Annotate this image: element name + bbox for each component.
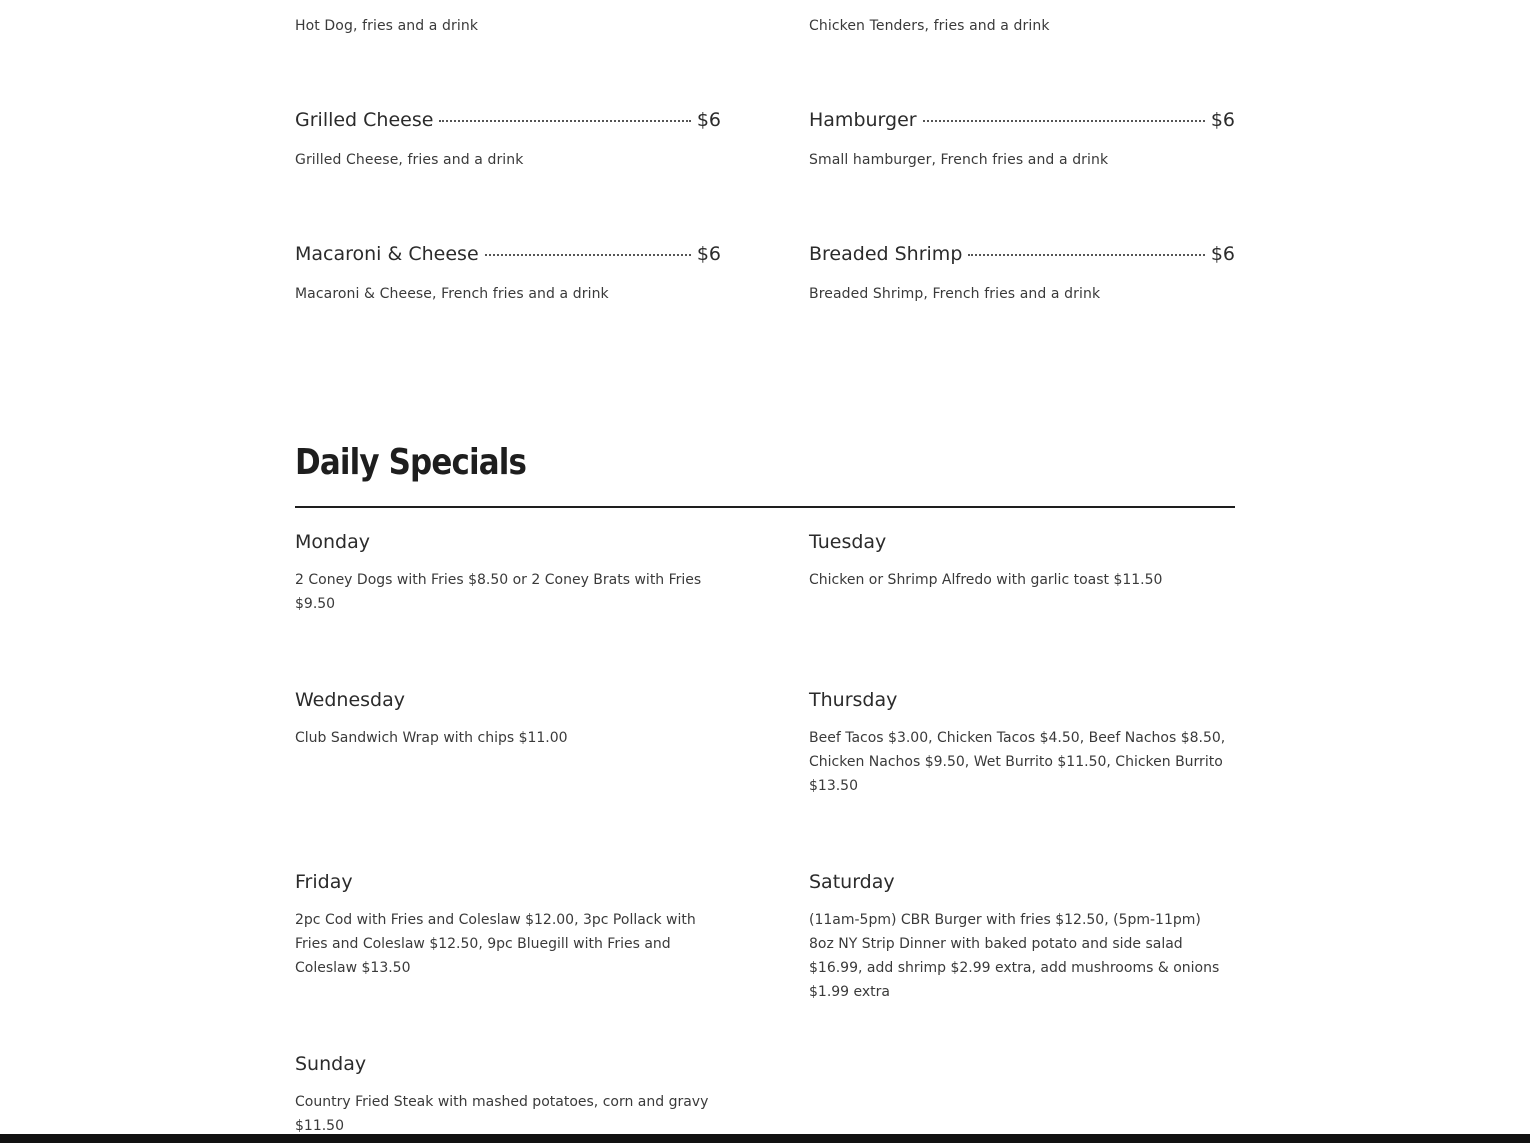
item-price: $6 [1210,109,1235,131]
item-description: Chicken Tenders, fries and a drink [809,18,1050,34]
item-header [809,107,1235,133]
day-description: (11am-5pm) CBR Burger with fries $12.50, (5pm-11pm) 8oz NY Strip Dinner with baked potato and side salad $16.99, add shrimp $2.99 extra, add mushrooms & onions $1.99 extra [809,912,1220,1000]
dot-leader [439,120,690,122]
item-header [295,107,721,133]
item-description: Small hamburger, French fries and a drink [809,152,1109,168]
item-description: Breaded Shrimp, French fries and a drink [809,286,1101,302]
day-name: Thursday [809,689,898,711]
day-description: Country Fried Steak with mashed potatoes, corn and gravy $11.50 [295,1094,709,1134]
item-price: $6 [696,243,721,265]
section-divider [295,506,1235,508]
item-price: $6 [1210,243,1235,265]
special-saturday [809,869,1235,1004]
kids-item-breaded-shrimp [809,241,1235,306]
item-description: Macaroni & Cheese, French fries and a drink [295,286,609,302]
dot-leader [485,254,691,256]
item-name: Breaded Shrimp [809,243,963,265]
dot-leader [923,120,1205,122]
kids-item-macaroni-cheese [295,241,721,306]
footer-bar [0,1134,1530,1143]
item-header [295,241,721,267]
day-name: Wednesday [295,689,406,711]
day-name: Tuesday [809,531,887,553]
day-name: Saturday [809,871,895,893]
kids-item-grilled-cheese [295,107,721,172]
item-name: Hamburger [809,109,917,131]
item-description: Hot Dog, fries and a drink [295,18,479,34]
special-sunday [295,1051,721,1138]
day-description: Chicken or Shrimp Alfredo with garlic toast $11.50 [809,572,1163,588]
special-monday [295,529,721,616]
kids-item-hot-dog [295,14,721,38]
kids-item-hamburger [809,107,1235,172]
dot-leader [968,254,1204,256]
item-name: Grilled Cheese [295,109,434,131]
special-wednesday [295,687,721,750]
day-name: Friday [295,871,353,893]
special-friday [295,869,721,980]
day-description: 2pc Cod with Fries and Coleslaw $12.00, 3pc Pollack with Fries and Coleslaw $12.50, 9pc Bluegill with Fries and Coleslaw $13.50 [295,912,696,976]
item-header [809,241,1235,267]
day-description: 2 Coney Dogs with Fries $8.50 or 2 Coney Brats with Fries $9.50 [295,572,702,612]
day-name: Sunday [295,1053,367,1075]
item-price: $6 [696,109,721,131]
day-name: Monday [295,531,371,553]
special-thursday [809,687,1235,798]
kids-item-chicken-tenders [809,14,1235,38]
day-description: Club Sandwich Wrap with chips $11.00 [295,730,568,746]
item-name: Macaroni & Cheese [295,243,479,265]
item-description: Grilled Cheese, fries and a drink [295,152,524,168]
section-title-daily-specials: Daily Specials [295,442,527,483]
day-description: Beef Tacos $3.00, Chicken Tacos $4.50, Beef Nachos $8.50, Chicken Nachos $9.50, Wet Burrito $11.50, Chicken Burrito $13.50 [809,730,1226,794]
special-tuesday [809,529,1235,592]
